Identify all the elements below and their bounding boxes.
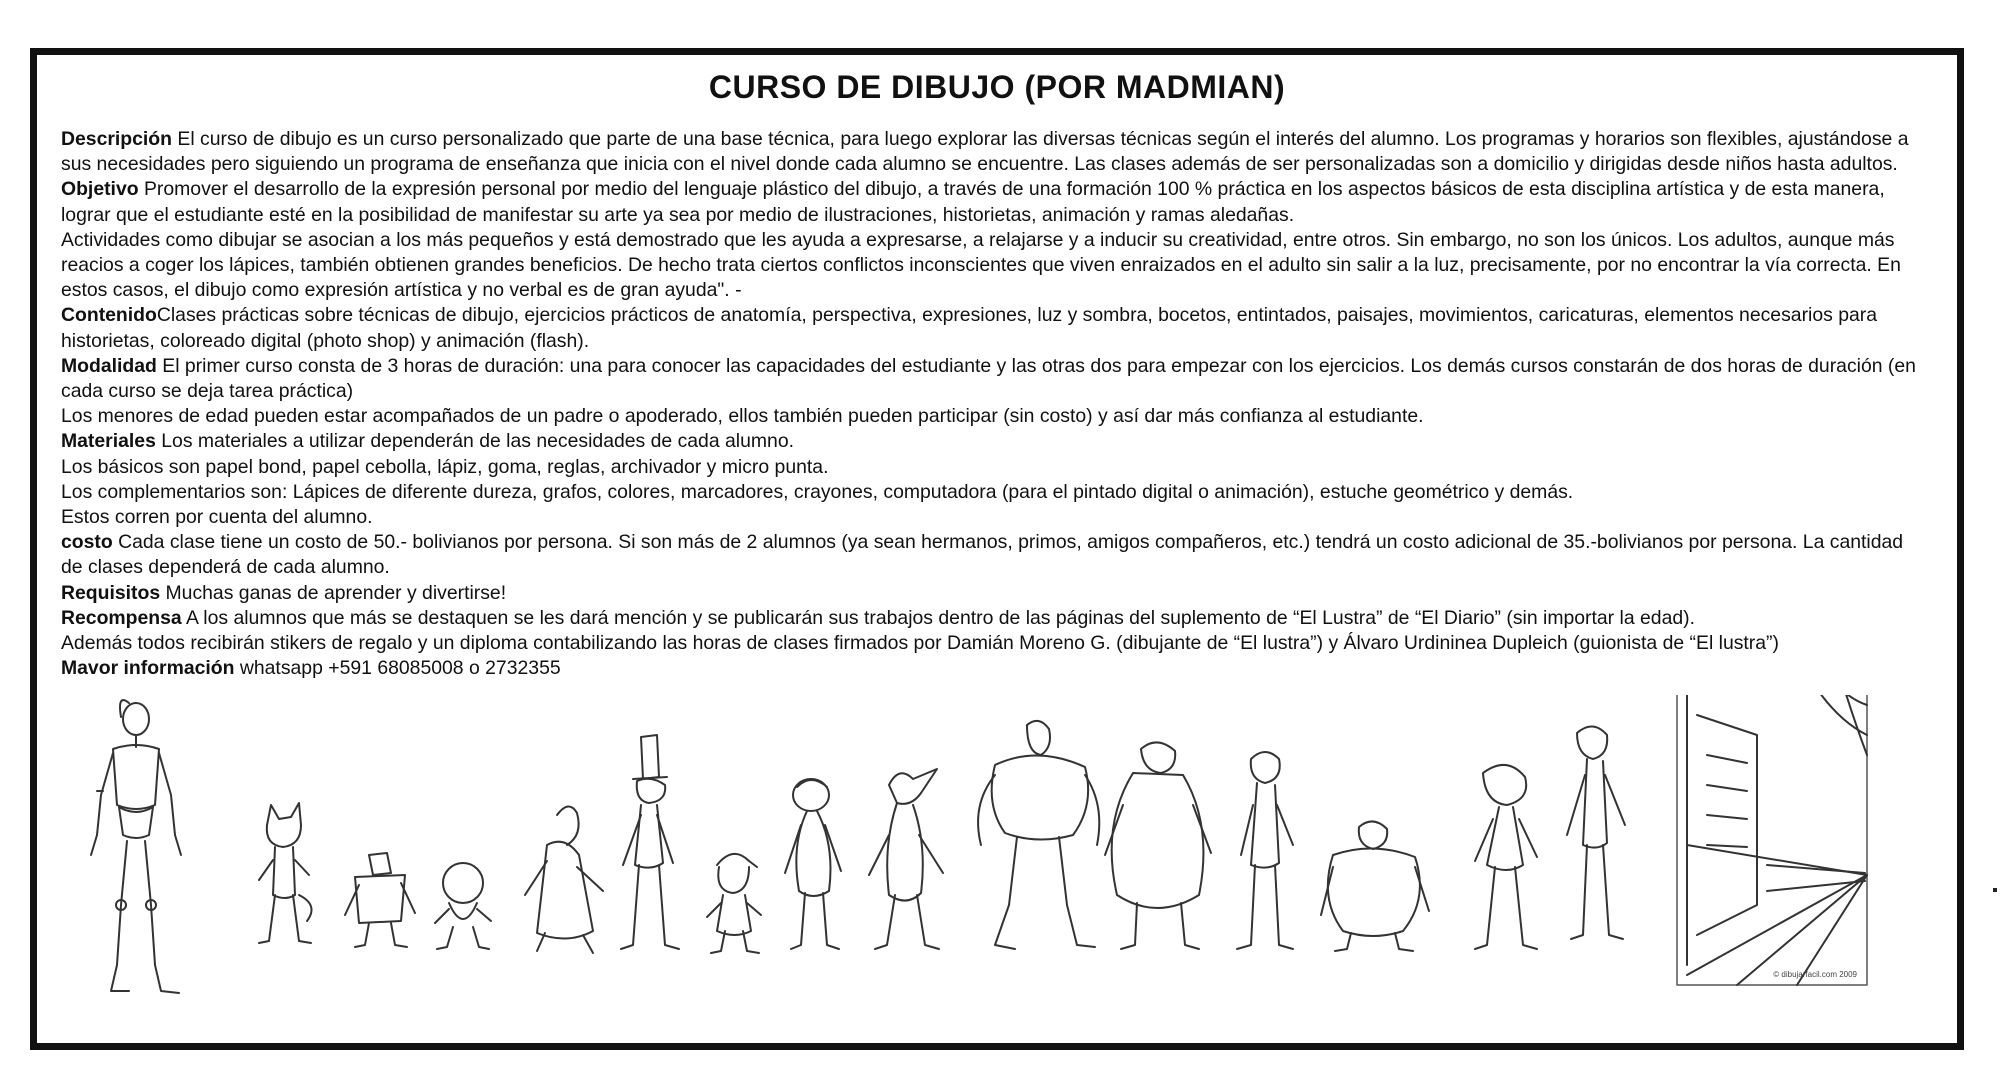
paragraph-actividades: Actividades como dibujar se asocian a los más pequeños y está demostrado que les ayuda a expresarse, a relajarse y a inducir su creatividad, entre otros. Sin embargo, no son los únicos. Los adultos, aunque más reacios a coger los lápices, también obtienen grandes beneficios. De hecho trata ciertos conflictos inconscientes que viven enraizados en el adulto sin salir a la luz, precisamente, por no encontrar la vía correcta. En estos casos, el dibujo como expresión artística y no verbal es de gran ayuda". - [61, 228, 1901, 302]
text-costo: Cada clase tiene un costo de 50.- bolivianos por persona. Si son más de 2 alumnos (ya sean hermanos, primos, amigos compañeros, etc.) tendrá un costo adicional de 35.-bolivianos por persona. La cantidad de clases dependerá de cada alumno. [61, 531, 1904, 579]
paragraph-objetivo [61, 177, 1921, 227]
text-modalidad: El primer curso consta de 3 horas de duración: una para conocer las capacidades del estudiante y las otras dos para empezar con los ejercicios. Los demás cursos constarán de dos horas de duración (en cada curso se deja tarea práctica) [61, 354, 1916, 403]
top-hat-man-sketch [621, 735, 679, 949]
paragraph-menores: Los menores de edad pueden estar acompañados de un padre o apoderado, ellos también pueden participar (sin costo) y así dar más confianza al estudiante. [61, 405, 1424, 428]
paragraph-materiales [61, 429, 1921, 454]
box-man-sketch [345, 853, 415, 947]
curly-woman-sketch [1475, 765, 1537, 949]
heading-costo: costo [61, 531, 113, 554]
paragraph-descripcion [61, 127, 1921, 177]
heading-recompensa: Recompensa [61, 606, 182, 629]
text-descripcion: El curso de dibujo es un curso personalizado que parte de una base técnica, para luego explorar las diversas técnicas según el interés del alumno. Los programas y horarios son flexibles, ajustándose a sus necesidades pero siguiendo un programa de enseñanza que inicia con el nivel donde cada alumno se encuentre. Las clases además de ser personalizadas son a domicilio y dirigidas desde niños hasta adultos. [61, 128, 1909, 176]
course-description [61, 127, 1921, 681]
heading-materiales: Materiales [61, 430, 156, 453]
hooded-figure-sketch [525, 806, 603, 953]
muscle-man-sketch [978, 721, 1099, 949]
heading-objetivo: Objetivo [61, 178, 139, 201]
paragraph-ademas: Además todos recibirán stikers de regalo y un diploma contabilizando las horas de clases firmados por Damián Moreno G. (dibujante de “El lustra”) y Álvaro Urdininea Dupleich (guionista de “El lustra”) [61, 632, 1779, 655]
capped-kid-sketch [707, 854, 761, 953]
heading-informacion: Mavor información [61, 657, 235, 680]
paragraph-requisitos [61, 581, 1921, 606]
text-recompensa: A los alumnos que más se destaquen se les dará mención y se publicarán sus trabajos dentro de las páginas del suplemento de “El Lustra” de “El Diario” (sin importar la edad). [181, 606, 1695, 629]
big-round-man-sketch [1105, 742, 1211, 949]
paragraph-basicos: Los básicos son papel bond, papel cebolla, lápiz, goma, reglas, archivador y micro punta. [61, 455, 829, 478]
mannequin-sketch [91, 700, 181, 993]
stray-mark [1993, 888, 1997, 892]
paragraph-informacion [61, 656, 1921, 681]
paragraph-complementarios: Los complementarios son: Lápices de diferente dureza, grafos, colores, marcadores, crayones, computadora (para el pintado digital o animación), estuche geométrico y demás. [61, 480, 1574, 503]
character-sketches [37, 695, 1957, 1045]
page-frame [30, 48, 1964, 1050]
stout-man-sketch [1321, 821, 1429, 951]
long-nose-man-sketch [869, 769, 943, 949]
illustration-credit: © dibujarfacil.com 2009 [1773, 970, 1857, 979]
text-contenido: Clases prácticas sobre técnicas de dibujo, ejercicios prácticos de anatomía, perspectiva, expresiones, luz y sombra, bocetos, entintados, paisajes, movimientos, caricaturas, elementos necesarios para historietas, coloreado digital (photo shop) y animación (flash). [61, 304, 1878, 352]
text-objetivo: Promover el desarrollo de la expresión personal por medio del lenguaje plástico del dibujo, a través de una formación 100 % práctica en los aspectos básicos de esta disciplina artística y de esta manera, lograr que el estudiante esté en la posibilidad de manifestar su arte ya sea por medio de ilustraciones, historietas, animación y ramas aledañas. [61, 178, 1885, 226]
cat-sketch [259, 803, 312, 943]
heading-requisitos: Requisitos [61, 581, 161, 604]
slim-man-sketch [1237, 752, 1293, 949]
perspective-street-sketch [1677, 695, 1867, 985]
heading-contenido: Contenido [61, 304, 157, 327]
text-requisitos: Muchas ganas de aprender y divertirse! [160, 581, 507, 604]
paragraph-modalidad [61, 354, 1921, 404]
paragraph-contenido [61, 303, 1921, 353]
paragraph-recompensa [61, 606, 1921, 631]
text-materiales: Los materiales a utilizar dependerán de las necesidades de cada alumno. [155, 430, 794, 453]
tall-thin-sketch [1567, 726, 1625, 939]
heading-modalidad: Modalidad [61, 354, 157, 377]
sketch-lineup [37, 695, 1957, 1045]
paragraph-costo [61, 530, 1921, 580]
page-title: CURSO DE DIBUJO (POR MADMIAN) [708, 69, 1286, 105]
text-informacion: whatsapp +591 68085008 o 2732355 [234, 657, 561, 680]
paragraph-correr: Estos corren por cuenta del alumno. [61, 506, 373, 529]
woman-sketch [785, 779, 841, 949]
round-kid-sketch [435, 863, 491, 949]
heading-descripcion: Descripción [61, 128, 172, 150]
